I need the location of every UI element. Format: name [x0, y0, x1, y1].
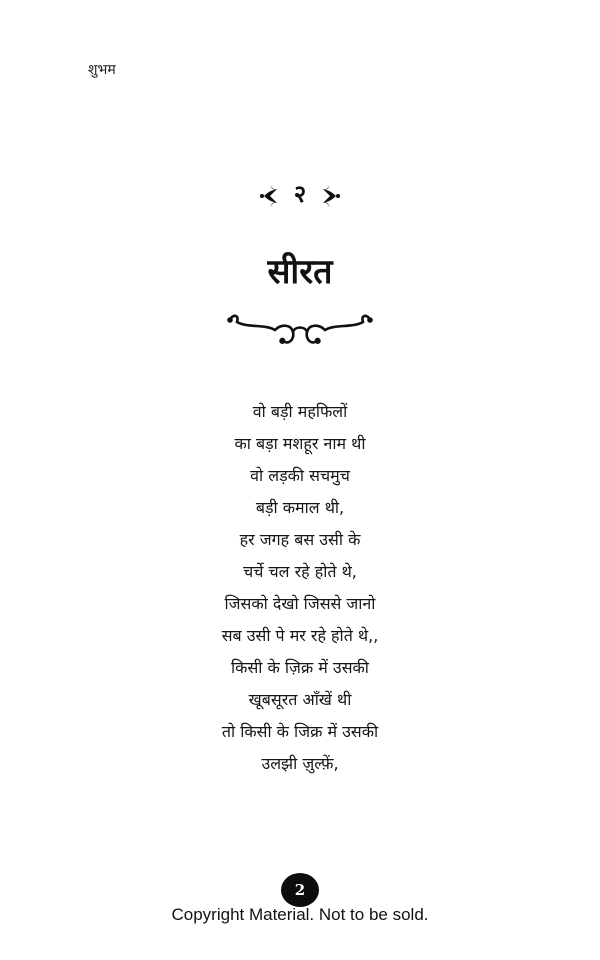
- chapter-title: सीरत: [267, 252, 333, 292]
- poem-line: हर जगह बस उसी के: [239, 530, 361, 549]
- poem-line: का बड़ा मशहूर नाम थी: [234, 434, 366, 453]
- flourish-divider-icon: [225, 310, 375, 354]
- poem-line: खूबसूरत आँखें थी: [248, 690, 352, 709]
- poem-line: बड़ी कमाल थी,: [255, 498, 345, 517]
- poem-line: वो लड़की सचमुच: [250, 466, 350, 485]
- poem-body: [0, 396, 600, 780]
- poem-line: उलझी ज़ुल्फ़ें,: [261, 754, 339, 773]
- page-number-badge: 2: [281, 873, 319, 907]
- poem-line: किसी के ज़िक्र में उसकी: [231, 658, 369, 677]
- poem-line: वो बड़ी महफिलों: [252, 402, 348, 421]
- author-name: शुभम: [88, 62, 116, 78]
- poem-line: सब उसी पे मर रहे होते थे,,: [221, 626, 379, 645]
- poem-line: चर्चे चल रहे होते थे,: [243, 562, 357, 581]
- poem-line: जिसको देखो जिससे जानो: [224, 594, 376, 613]
- chapter-number: २: [293, 179, 307, 208]
- poem-line: तो किसी के जिक्र में उसकी: [221, 722, 379, 741]
- copyright-notice: Copyright Material. Not to be sold.: [171, 905, 429, 924]
